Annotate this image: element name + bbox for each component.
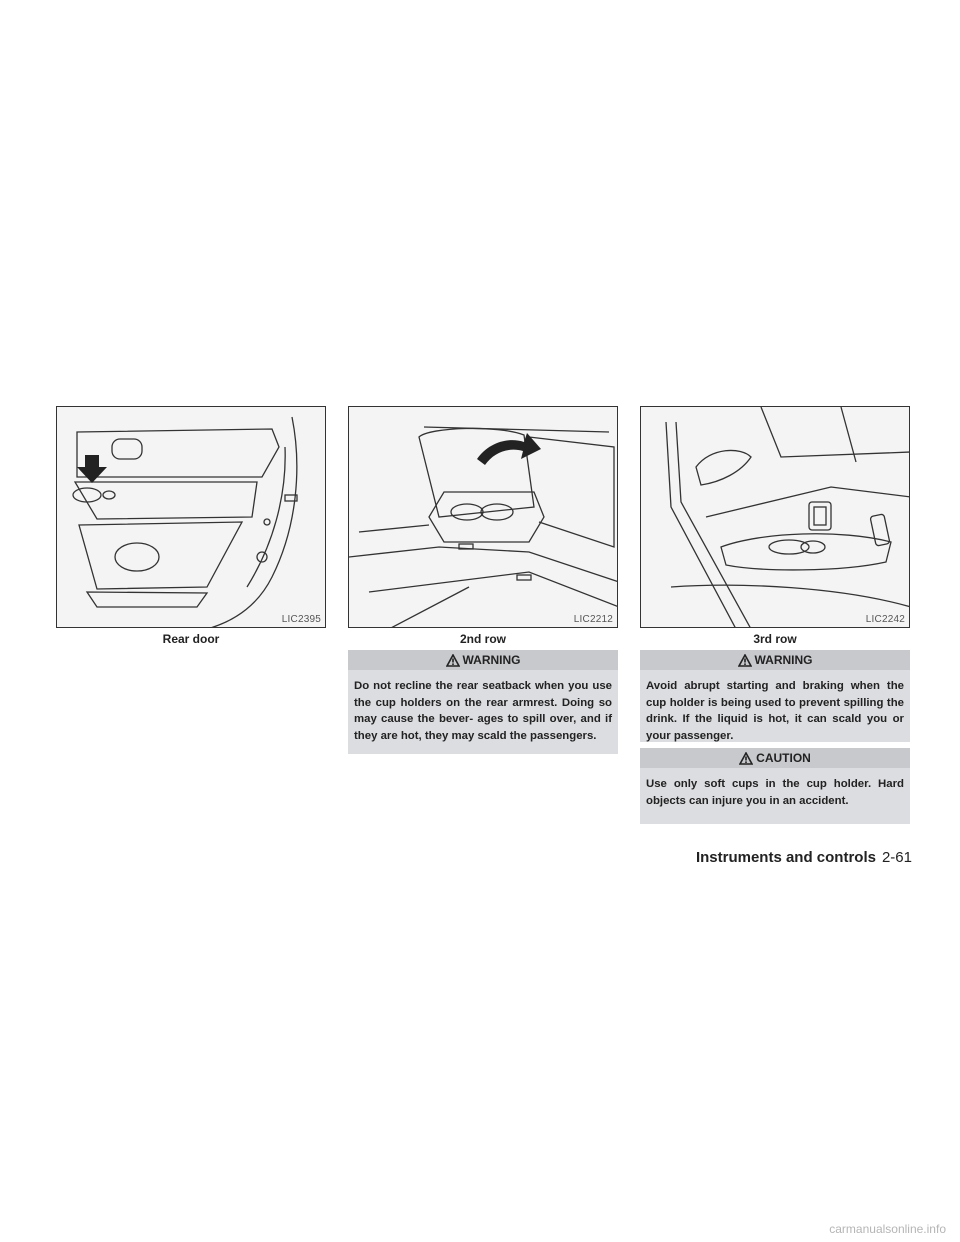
warning-label: WARNING (754, 653, 813, 667)
warning-header (348, 650, 618, 670)
warning-text: Do not recline the rear seatback when you use the cup holders on the rear armrest. Doing so may cause the bever- ages to spill over, and if they are hot, they may scald the passengers. (354, 680, 612, 742)
figure-rear-door (56, 406, 326, 628)
page-number: 2-61 (881, 849, 912, 866)
3rd-row-illustration (641, 407, 910, 628)
2nd-row-illustration (349, 407, 618, 628)
figure-2nd-row (348, 406, 618, 628)
caution-label: CAUTION (756, 751, 811, 765)
down-arrow-icon (77, 455, 107, 483)
figure-3rd-row (640, 406, 910, 628)
figure-code: LIC2212 (573, 614, 613, 625)
watermark: carmanualsonline.info (829, 1222, 946, 1236)
warning-box-recline (348, 650, 618, 754)
caution-box-soft-cups (640, 748, 910, 824)
caution-triangle-icon (739, 752, 753, 765)
caption-rear-door: Rear door (162, 632, 220, 646)
caution-header (640, 748, 910, 768)
caution-text: Use only soft cups in the cup holder. Hard objects can injure you in an accident. (646, 778, 904, 807)
warning-header (640, 650, 910, 670)
figure-code: LIC2395 (281, 614, 321, 625)
warning-text: Avoid abrupt starting and braking when the cup holder is being used to prevent spilling the drink. If the liquid is hot, it can scald you or your passenger. (646, 680, 904, 742)
figure-code: LIC2242 (865, 614, 905, 625)
caption-3rd-row: 3rd row (753, 632, 797, 646)
warning-box-braking (640, 650, 910, 742)
warning-triangle-icon (446, 654, 460, 667)
warning-triangle-icon (738, 654, 752, 667)
rear-door-illustration (57, 407, 326, 628)
caption-2nd-row: 2nd row (459, 632, 506, 646)
page-footer (696, 849, 912, 866)
section-title: Instruments and controls (695, 849, 876, 866)
warning-label: WARNING (462, 653, 521, 667)
